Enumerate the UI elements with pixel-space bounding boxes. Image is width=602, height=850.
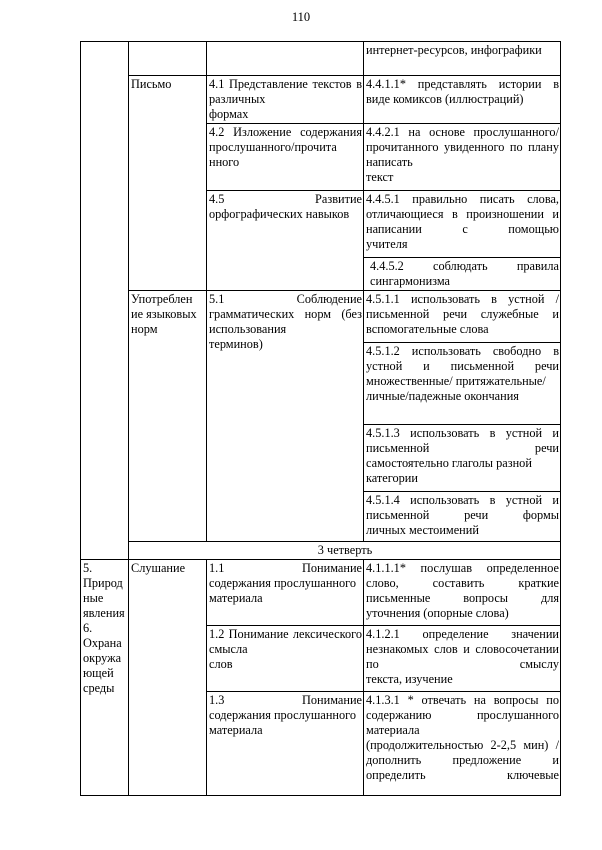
objective-text-end: вспомогательные слова: [366, 322, 489, 336]
objective-text-end: уточнения (опорные слова): [366, 606, 509, 620]
subskill-text: 5.1 Соблюдение грамматических норм (без использования: [209, 292, 362, 336]
skill-cell-empty: [129, 42, 207, 76]
objective-cell: [364, 124, 561, 191]
table-row: [81, 291, 561, 343]
objective-text: 4.1.3.1 * отвечать на вопросы по содержанию прослушанного: [366, 693, 559, 722]
subskill-text: 1.3 Понимание: [209, 693, 362, 707]
objective-text-end: личных местоимений: [366, 523, 479, 537]
table-row: [81, 560, 561, 626]
objective-cell: [364, 626, 561, 692]
objective-text: 4.4.2.1 на основе прослушанного/ прочитанного увиденного по плану написать: [366, 125, 559, 169]
subskill-cell: [207, 560, 364, 626]
subskill-text: 1.2 Понимание лексического смысла: [209, 627, 362, 656]
objective-text: 4.4.1.1* представлять истории в: [366, 77, 559, 91]
table-row: [81, 76, 561, 124]
objective-cell: [364, 560, 561, 626]
objective-text-end: текста, изучение: [366, 672, 453, 686]
subskill-cell: [207, 124, 364, 191]
page-number: 110: [291, 10, 311, 24]
subskill-text-end: формах: [209, 107, 249, 121]
subskill-text: 4.2 Изложение содержания прослушанного/прочита: [209, 125, 362, 154]
objective-text-end: сингармонизма: [370, 274, 451, 288]
objective-text-end: текст: [366, 170, 394, 184]
objective-cell: [364, 191, 561, 258]
subskill-cell: [207, 291, 364, 542]
subskill-cell: [207, 76, 364, 124]
curriculum-table: [80, 41, 561, 796]
quarter-header: 3 четверть: [129, 542, 561, 560]
subskill-cell-empty: [207, 42, 364, 76]
subskill-cell: [207, 191, 364, 291]
objective-text-mid: материала: [366, 723, 420, 737]
subskill-text-end: орфографических навыков: [209, 207, 350, 221]
objective-cell: [364, 343, 561, 425]
skill-cell-slushanie: Слушание: [129, 560, 207, 796]
skill-cell-pismo: Письмо: [129, 76, 207, 291]
table-row: [81, 542, 561, 560]
objective-text-end: самостоятельно глаголы разной категории: [366, 456, 532, 485]
skill-cell-upotreblenie: Употреблен ие языковых норм: [129, 291, 207, 542]
subskill-text-end: содержания прослушанного материала: [209, 576, 357, 605]
subskill-text: 1.1 Понимание: [209, 561, 362, 575]
theme-cell: 5. Природ ные явления 6. Охрана окружа ющей среды: [81, 560, 129, 796]
objective-cell: [364, 425, 561, 492]
subskill-cell: [207, 692, 364, 796]
theme-cell-continued: [81, 42, 129, 560]
objective-cell: [364, 76, 561, 124]
objective-cell: интернет-ресурсов, инфографики: [364, 42, 561, 76]
objective-text-end: множественные/ притяжательные/ личные/падежные окончания: [366, 374, 546, 403]
objective-text-end: учителя: [366, 237, 408, 251]
objective-text: 4.4.5.1 правильно писать слова, отличающиеся в произношении и написании с помощью: [366, 192, 559, 236]
objective-text: 4.5.1.2 использовать свободно в устной и письменной речи: [366, 344, 559, 373]
objective-text: 4.5.1.3 использовать в устной и письменной речи: [366, 426, 559, 455]
objective-cell: [364, 258, 561, 291]
objective-text-end: (продолжительностью 2-2,5 мин) / дополнить предложение и определить ключевые: [366, 738, 559, 782]
objective-cell: [364, 692, 561, 796]
subskill-text-end: слов: [209, 657, 233, 671]
objective-text: 4.4.5.2 соблюдать правила: [370, 259, 559, 273]
table-row: [81, 42, 561, 76]
objective-text: 4.1.2.1 определение значении незнакомых слов и словосочетании по смыслу: [366, 627, 559, 671]
subskill-text: 4.1 Представление текстов в различных: [209, 77, 362, 106]
subskill-text-end: нного: [209, 155, 240, 169]
objective-cell: [364, 492, 561, 542]
objective-text: 4.5.1.1 использовать в устной /письменной речи служебные и: [366, 292, 559, 321]
objective-cell: [364, 291, 561, 343]
subskill-text-end: терминов): [209, 337, 263, 351]
subskill-text: 4.5 Развитие: [209, 192, 362, 206]
subskill-text-end: содержания прослушанного материала: [209, 708, 357, 737]
objective-text: 4.5.1.4 использовать в устной и письменной речи формы: [366, 493, 559, 522]
subskill-cell: [207, 626, 364, 692]
objective-text-end: виде комиксов (иллюстраций): [366, 92, 524, 106]
objective-text: 4.1.1.1* послушав определенное слово, составить краткие письменные вопросы для: [366, 561, 559, 605]
